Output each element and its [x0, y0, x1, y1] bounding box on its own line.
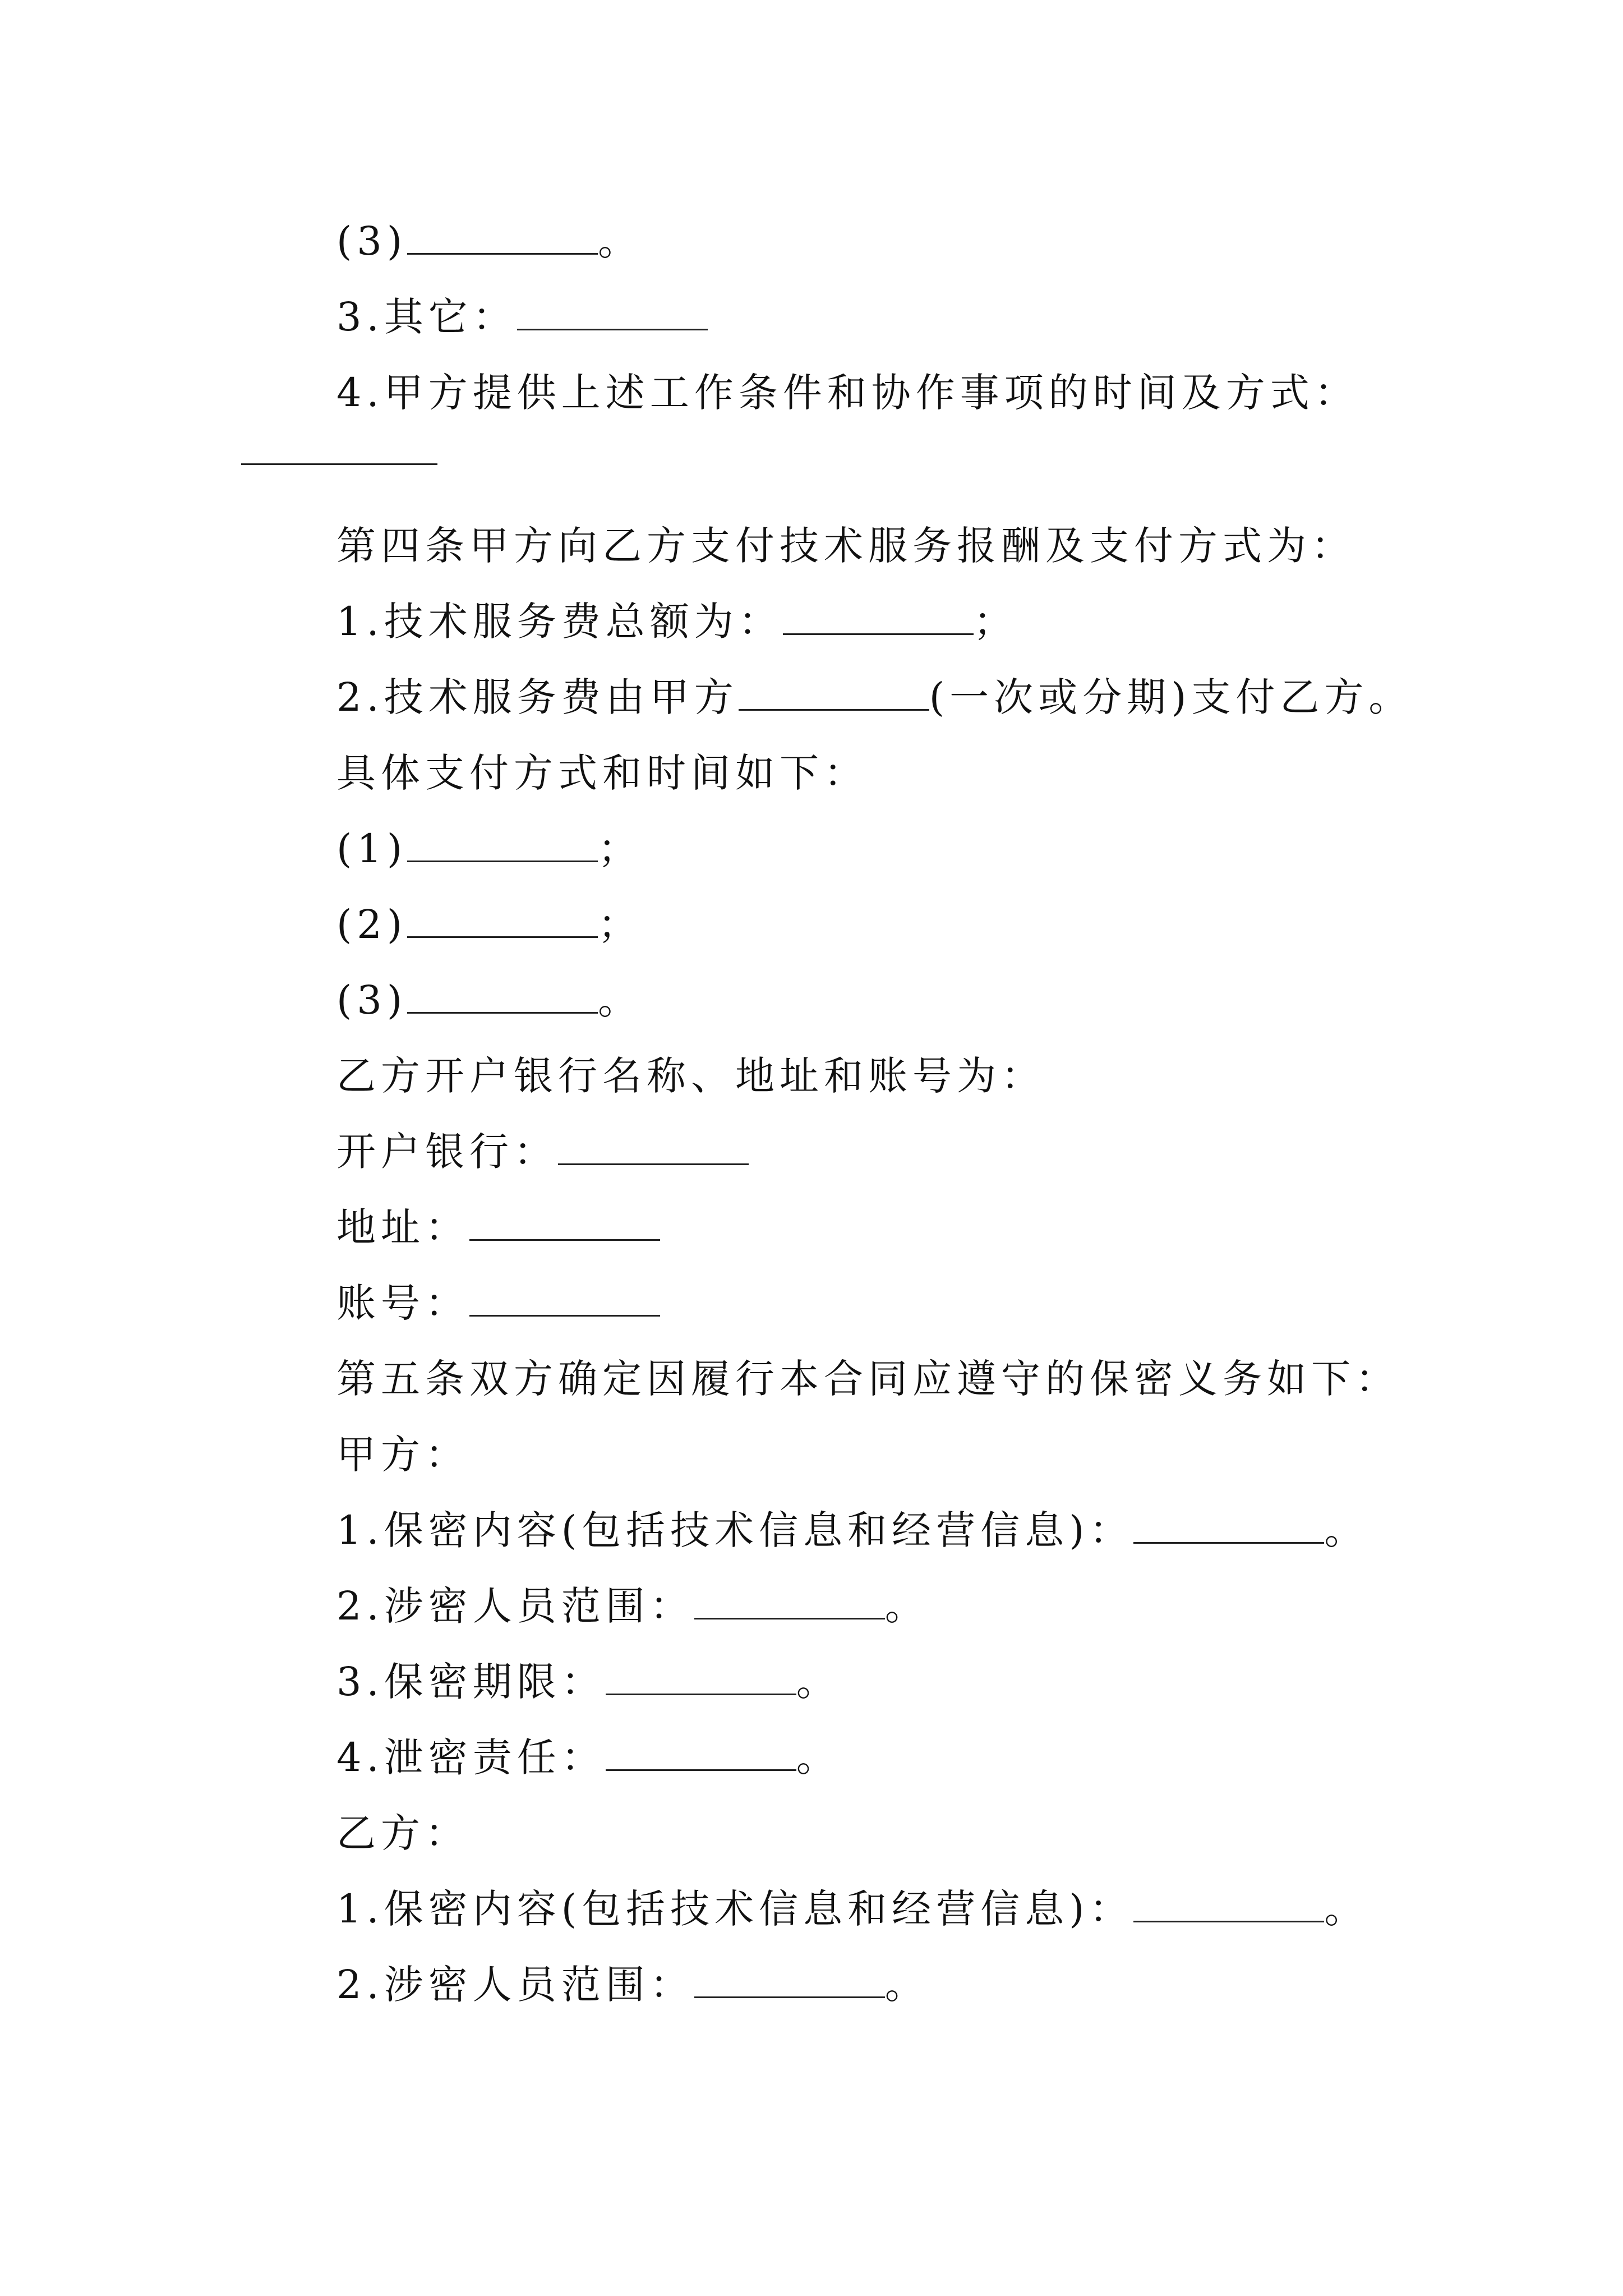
- bank-name-line: 开户银行：: [336, 1126, 749, 1177]
- payment-details-heading: 具体支付方式和时间如下：: [336, 750, 868, 796]
- payment-item-1: (1) ；: [336, 826, 643, 872]
- party-a-leak-liability: 4.泄密责任： 。: [336, 1734, 841, 1780]
- fill-in-blank[interactable]: [694, 1583, 885, 1619]
- bank-account-line: 账号：: [336, 1278, 660, 1328]
- bank-info-heading: 乙方开户银行名称、地址和账号为：: [336, 1053, 1045, 1099]
- fill-in-blank[interactable]: [469, 1204, 660, 1241]
- fill-in-blank[interactable]: [606, 1659, 796, 1695]
- fill-in-blank[interactable]: [241, 463, 437, 465]
- fill-in-blank[interactable]: [407, 977, 598, 1014]
- party-a-personnel-scope: 2.涉密人员范围： 。: [336, 1583, 929, 1629]
- fill-in-blank[interactable]: [606, 1734, 796, 1771]
- payment-item-3: (3) 。: [336, 977, 643, 1023]
- payment-item-2: (2) ；: [336, 901, 643, 947]
- party-a-heading: 甲方：: [336, 1432, 469, 1478]
- article-4-heading: 第四条甲方向乙方支付技术服务报酬及支付方式为：: [336, 523, 1355, 569]
- fill-in-blank[interactable]: [558, 1129, 749, 1165]
- item-3-line: (3) 。: [336, 218, 643, 264]
- article-5-heading: 第五条双方确定因履行本合同应遵守的保密义务如下：: [336, 1356, 1400, 1402]
- fill-in-blank[interactable]: [1133, 1886, 1324, 1922]
- fill-in-blank[interactable]: [407, 826, 598, 862]
- party-a-confidential-content: 1.保密内容(包括技术信息和经营信息)： 。: [336, 1507, 1369, 1553]
- fill-in-blank[interactable]: [407, 901, 598, 938]
- fill-in-blank[interactable]: [694, 1962, 885, 1998]
- fill-in-blank[interactable]: [783, 599, 974, 635]
- fill-in-blank[interactable]: [517, 294, 708, 330]
- other-line: 3.其它：: [336, 292, 708, 342]
- service-fee-payment-line: 2.技术服务费由甲方 (一次或分期)支付乙方。: [336, 674, 1413, 720]
- fill-in-blank[interactable]: [1133, 1507, 1324, 1544]
- fill-in-blank[interactable]: [469, 1280, 660, 1317]
- clause-4-time-method: 4.甲方提供上述工作条件和协作事项的时间及方式：: [336, 370, 1359, 416]
- party-b-heading: 乙方：: [336, 1810, 469, 1856]
- party-a-confidential-period: 3.保密期限： 。: [336, 1659, 841, 1705]
- party-b-confidential-content: 1.保密内容(包括技术信息和经营信息)： 。: [336, 1886, 1369, 1932]
- fill-in-blank[interactable]: [407, 218, 598, 255]
- party-b-personnel-scope: 2.涉密人员范围： 。: [336, 1962, 929, 2008]
- service-fee-total-line: 1.技术服务费总额为： ；: [336, 599, 1018, 645]
- fill-in-blank[interactable]: [739, 674, 929, 711]
- bank-address-line: 地址：: [336, 1202, 660, 1253]
